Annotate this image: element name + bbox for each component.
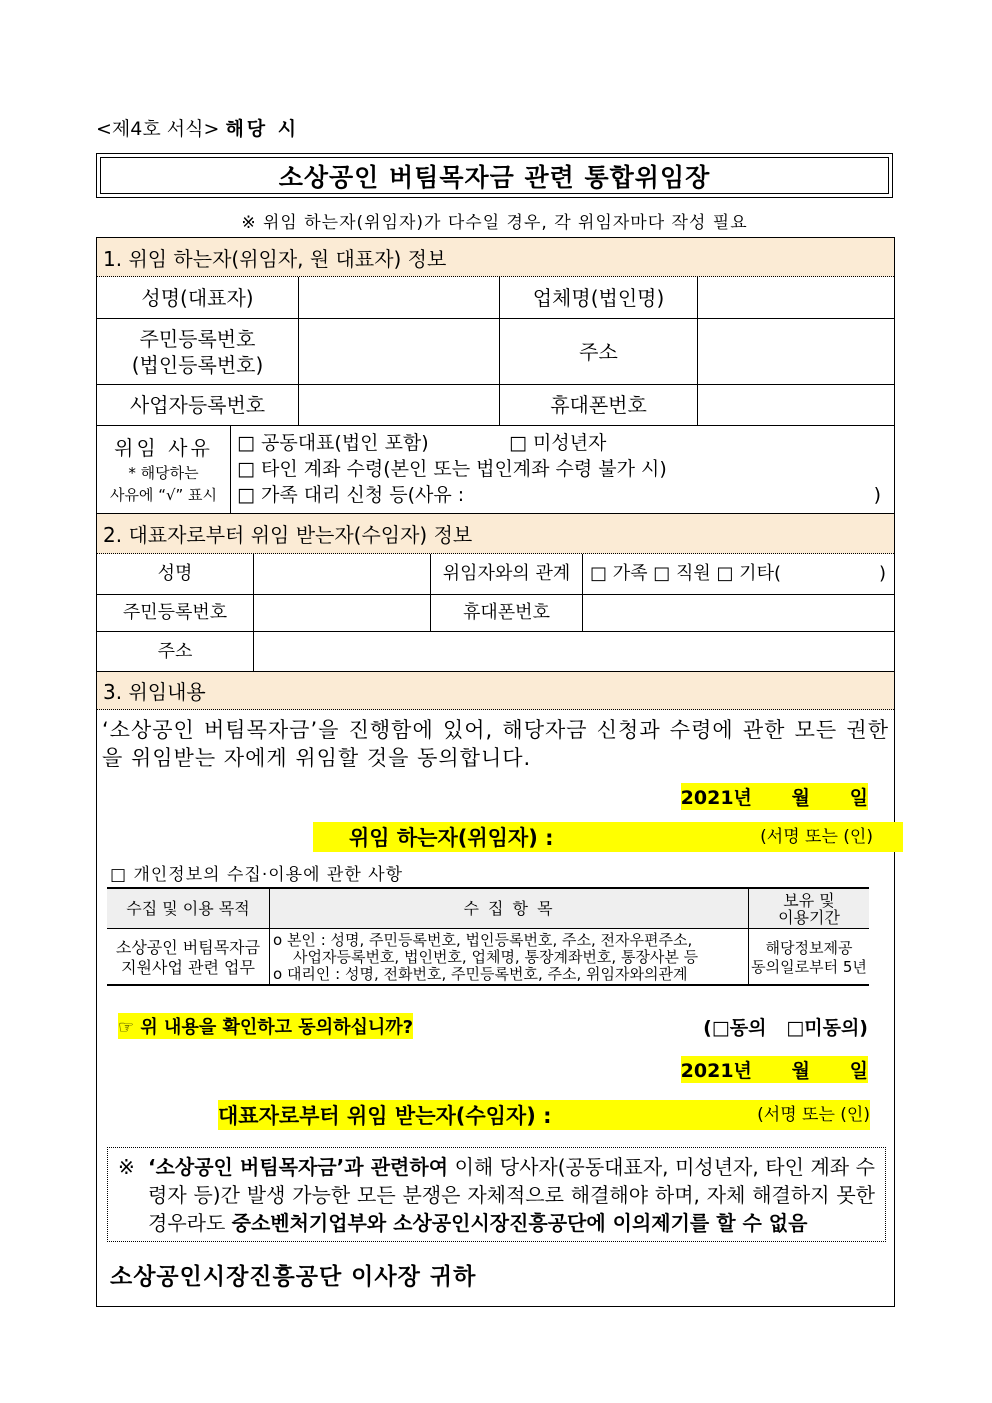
delegatee-sign-note: (서명 또는 (인) [757,1105,870,1125]
privacy-period [749,929,869,986]
form-number-text: <제4호 서식> [96,118,220,140]
delegator-address-field[interactable] [698,319,894,384]
delegator-company-label: 업체명(법인명) [532,285,665,310]
relation-options[interactable] [590,554,888,594]
applicability-text: 해당 시 [225,118,300,140]
delegator-sign-highlight [313,822,903,852]
delegatee-rrn-label: 주민등록번호 [122,602,228,623]
relation-close-paren: ) [878,563,886,584]
privacy-title: □ 개인정보의 수집·이용에 관한 사항 [110,865,403,885]
reason-hint-line1: * 해당하는 [128,464,199,482]
dispute-bold-2: 중소벤처기업부와 소상공인시장진흥공단에 이의제기를 할 수 없음 [231,1211,808,1235]
dispute-bold-1: ‘소상공인 버팀목자금’과 관련하여 [148,1155,449,1179]
section1-heading: 1. 위임 하는자(위임자, 원 대표자) 정보 [97,238,894,277]
divider [230,425,231,513]
delegator-bizno-label: 사업자등록번호 [129,393,266,417]
form-number [96,114,299,141]
delegator-signature-line[interactable] [313,822,903,852]
consent-statement: ‘소상공인 버팀목자금’을 진행함에 있어, 해당자금 신청과 수령에 관한 모든 권한을 위임받는 자에게 위임할 것을 동의합니다. [102,718,889,770]
reason-checkbox-family-proxy[interactable]: □ 가족 대리 신청 등(사유 : [237,484,465,506]
delegator-date[interactable]: 2021년 월 일 [681,783,868,810]
delegatee-date[interactable]: 2021년 월 일 [681,1056,868,1083]
section2-heading: 2. 대표자로부터 위임 받는자(수임자) 정보 [97,514,894,554]
reason-checkbox-other-account[interactable]: □ 타인 계좌 수령(본인 또는 법인계좌 수령 불가 시) [237,458,667,480]
delegator-sign-label: 위임 하는자(위임자) : [349,826,554,850]
items-line3: o 대리인 : 성명, 전화번호, 주민등록번호, 주소, 위임자와의관계 [273,965,688,983]
dispute-notice [107,1147,886,1242]
privacy-table [107,887,869,986]
period-header-line1: 보유 및 [783,890,835,910]
reason-label-text: 위임 사유 [114,436,213,460]
privacy-agree-question: ☞ 위 내용을 확인하고 동의하십니까? [118,1013,413,1039]
delegator-name-field[interactable] [299,277,499,318]
delegator-company-field[interactable] [698,277,894,318]
reason-hint-line2: 사유에 “√” 표시 [109,486,218,504]
items-line1: o 본인 : 성명, 주민등록번호, 법인등록번호, 주소, 전자우편주소, [273,931,693,949]
delegatee-mobile-label: 휴대폰번호 [463,602,550,623]
delegatee-address-label: 주소 [157,640,193,662]
addressee: 소상공인시장진흥공단 이사장 귀하 [110,1264,477,1290]
privacy-header-items: 수 집 항 목 [463,899,555,918]
rrn-label-line1: 주민등록번호 [139,326,256,351]
rrn-label-line2: (법인등록번호) [131,352,264,377]
relation-label: 위임자와의 관계 [442,563,571,584]
period-header-line2: 이용기간 [778,907,840,927]
delegatee-sign-highlight [218,1100,870,1130]
delegator-mobile-label: 휴대폰번호 [550,393,647,417]
items-line2: 사업자등록번호, 법인번호, 업체명, 통장계좌번호, 통장사본 등 [293,948,699,966]
page-title: 소상공인 버팀목자금 관련 통합위임장 [100,157,889,194]
delegatee-name-field[interactable] [254,554,430,594]
privacy-purpose [107,929,269,986]
relation-options-text[interactable]: □ 가족 □ 직원 □ 기타( [590,563,781,584]
delegator-mobile-field[interactable] [698,385,894,425]
period-line1: 해당정보제공 [765,938,853,957]
delegatee-sign-label: 대표자로부터 위임 받는자(수임자) : [218,1104,552,1128]
privacy-agree-options[interactable]: (□동의 □미동의) [703,1017,868,1039]
reason-checkbox-co-rep[interactable]: □ 공동대표(법인 포함) [237,432,429,454]
privacy-header-period [749,889,869,928]
delegatee-rrn-field[interactable] [254,595,430,631]
title-box [96,153,893,198]
purpose-line2: 지원사업 관련 업무 [121,957,255,977]
delegator-bizno-field[interactable] [299,385,499,425]
purpose-line1: 소상공인 버팀목자금 [115,937,261,957]
delegatee-signature-line[interactable] [218,1100,870,1130]
multiple-delegator-note: ※ 위임 하는자(위임자)가 다수일 경우, 각 위임자마다 작성 필요 [241,213,748,233]
delegator-sign-note: (서명 또는 (인) [760,827,873,847]
delegator-address-label: 주소 [579,339,618,364]
reason-close-paren: ) [873,484,881,506]
delegatee-mobile-field[interactable] [583,595,894,631]
privacy-items [273,929,748,986]
notice-mark: ※ [118,1155,135,1179]
privacy-header-purpose: 수집 및 이용 목적 [126,899,250,918]
dispute-text-1: 이해 당사자(공동대표자, 미성년자, 타인 계좌 수령자 등)간 발생 가능한 모든 분쟁은 자체적으로 해결해야 하며, 자체 해결하지 못한 경우라도 [148,1155,875,1235]
delegatee-name-label: 성명 [157,563,193,584]
period-line2: 동의일로부터 5년 [751,957,867,976]
section3-heading: 3. 위임내용 [97,672,894,710]
delegator-rrn-field[interactable] [299,319,499,384]
reason-checkbox-minor[interactable]: □ 미성년자 [509,432,607,454]
delegator-name-label: 성명(대표자) [141,285,254,310]
delegator-rrn-label [97,319,298,384]
delegation-reason-options [237,430,887,508]
delegatee-address-field[interactable] [254,632,894,671]
delegation-reason-label [97,426,230,512]
